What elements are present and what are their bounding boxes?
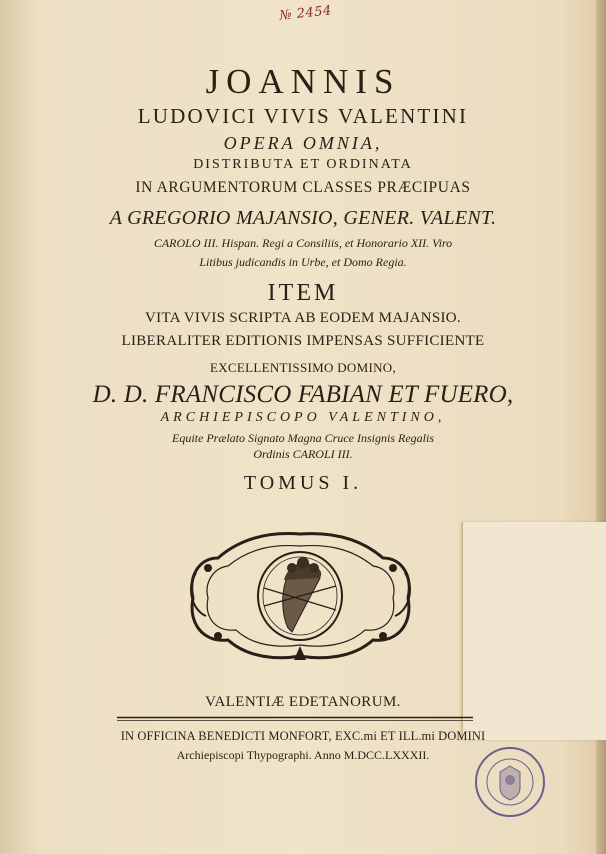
work-title: OPERA OMNIA, [223,133,383,153]
imprint-printer: IN OFFICINA BENEDICTI MONFORT, EXC.mi ET ILL.mi DOMINI [120,729,486,743]
editor-credentials-1: CAROLO III. Hispan. Regi a Consiliis, et Honorario XII. Viro [153,236,453,250]
patron-name: D. D. FRANCISCO FABIAN ET FUERO, [92,381,514,408]
patron-order-1: Equite Prælato Signato Magna Cruce Insignis Regalis [172,431,434,445]
library-stamp-icon [472,744,548,820]
vita-line: VITA VIVIS SCRIPTA AB EODEM MAJANSIO. [145,310,461,326]
editor-name: A GREGORIO MAJANSIO, GENER. VALENT. [109,207,497,229]
imprint-date: Archiepiscopi Thypographi. Anno M.DCC.LXXXII. [176,748,430,762]
handwritten-shelf-number: № 2454 [278,3,333,24]
imprint-city: VALENTIÆ EDETANORUM. [205,694,401,710]
volume-number: TOMUS I. [243,472,363,494]
author-first-name: JOANNIS [205,62,401,101]
patron-title: ARCHIEPISCOPO VALENTINO, [160,410,446,425]
decorative-rule [117,716,473,722]
item-heading: ITEM [267,280,339,306]
subtitle-distributed: DISTRIBUTA ET ORDINATA [193,157,413,172]
patron-honorific: EXCELLENTISSIMO DOMINO, [210,360,396,375]
author-full-name: LUDOVICI VIVIS VALENTINI [137,104,469,128]
subtitle-classes: IN ARGUMENTORUM CLASSES PRÆCIPUAS [135,179,471,196]
editor-credentials-2: Litibus judicandis in Urbe, et Domo Regia. [199,255,407,269]
cornucopia-ornament-icon [188,528,413,663]
patron-order-2: Ordinis CAROLI III. [253,447,353,461]
patron-line: LIBERALITER EDITIONIS IMPENSAS SUFFICIENTE [121,333,485,349]
